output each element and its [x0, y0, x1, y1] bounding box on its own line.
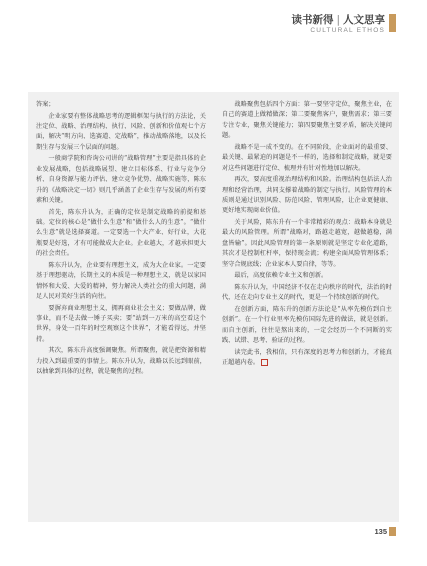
- header-accent-bar: [389, 14, 396, 32]
- footer-accent-bar: [389, 527, 396, 536]
- paragraph: 再次，要高度重视治理结构和风险。治理结构包括法人治理和经营治理，共同支撑着战略的制定与执行。风险管理的本质则是通过识别风险、防范风险、管理风险，让企业更健康、更好地实现商业价值。: [222, 176, 392, 215]
- paragraph: 陈东升认为，企业要有理想主义，成为大企业家。一定要基于理想驱动，长期主义的本质是一种理想主义，就是以家国情怀和大爱、大爱的精神，努力解决人类社会的重大问题，满足人民对美好生活的向往。: [36, 261, 206, 301]
- paragraph: 陈东升认为，中国经济不仅在走向秩序的时代，法治的时代，还在走向专业主义的时代，更是一个持续创新的时代。: [222, 283, 392, 302]
- article-right-column: [222, 100, 392, 370]
- column-name: 读书新得: [291, 14, 334, 26]
- paragraph: 战略不是一成不变的。在不同阶段，企业面对的最重要、最关键、最紧迫的问题是不一样的，选择和制定战略，就是要对这些问题进行定位、梳理并有针对性地加以解决。: [222, 143, 392, 172]
- paragraph: 战略聚焦包括四个方面：第一要坚守定位，聚焦主业，在自己的赛道上做精做深；第二要聚焦客户，聚焦需求；第三要专注专业，聚焦关键能力；第四要聚焦主要矛盾，解决关键问题。: [222, 101, 392, 140]
- end-of-article-icon: [261, 359, 268, 366]
- page-header: [0, 0, 427, 42]
- paragraph: 答案；: [36, 101, 55, 108]
- page-number: 135: [374, 527, 387, 536]
- section-name: 人文思享: [343, 14, 385, 26]
- paragraph: 关于风险，陈东升有一个非常精彩的观点：战略本身就是最大的风险管理。所谓“战略对，路越走越宽，越做越稳，满盘皆输”。因此风险管理的第一条原则就是坚定专业化道路，其次才是控制杠杆率，保持现金流；构建全面风险管理体系；坚守合规底线；企业家本人要自律，等等。: [222, 219, 392, 268]
- article-left-column: [36, 100, 206, 379]
- paragraph: 读完此书，我相信，只有深度的思考力和创新力，才能真正超越内卷。: [222, 348, 392, 367]
- paragraph: 其次，陈东升高度强调聚焦。所谓聚焦，就是把资源和精力投入到最重要的事情上。陈东升认为，战略以长远到眼前，以抽象到具体的过程，就是聚焦的过程。: [36, 347, 206, 376]
- header-title: [291, 12, 385, 27]
- header-separator: |: [336, 14, 340, 26]
- paragraph: 首先，陈东升认为，正确的定位是制定战略的前提和基础。定位的核心是“做什么生意”和“做什么人的生意”。“做什么生意”就是选择赛道。一定要选一个大产业、好行业，大花瓶要是好选，才有可能做成大企业。企业越大，才越承担更大的社会责任。: [36, 208, 206, 258]
- header-subtitle: CULTURAL ETHOS: [310, 27, 385, 34]
- paragraph: 企业家要有整体战略思考的逻辑框架与执行的方法论，关注定位、战略、治理结构、执行、风险、创新和价值观七个方面，解决“明方向、选赛道、定战略”，推动战略落地，以及长期生存与发展三个层面的问题。: [36, 112, 206, 151]
- paragraph: 要摒弃商业理想主义，拥再商业社会主义；要做品牌，做事业，而不是去做一锤子买卖；要“站到一万米的高空看这个世界，身处一百年的时空观察这个世界”，才能看得远，并坚持。: [36, 304, 206, 343]
- paragraph: 在创新方面，陈东升的创新方法论是“从率先模仿到自主创新”。在一个行业里率先模仿国际先进的做法，就是创新。而自主创新，往往是熬出来的，一定会经历一个不同断的实践、试错、思考、验证的过程。: [222, 305, 392, 345]
- paragraph: 最后，高度依赖专业主义和创新。: [234, 272, 328, 280]
- paragraph: 一般商学院和咨询公司讲的“战略管理”主要是指具体的企业发展战略，包括战略展望、建立目标体系、行业与竞争分析、自身资源与能力评估、建立竞争优势、战略实施等，陈东升的《战略决定一切》则几乎涵盖了企业生存与发展的所有要素和关键。: [36, 155, 206, 205]
